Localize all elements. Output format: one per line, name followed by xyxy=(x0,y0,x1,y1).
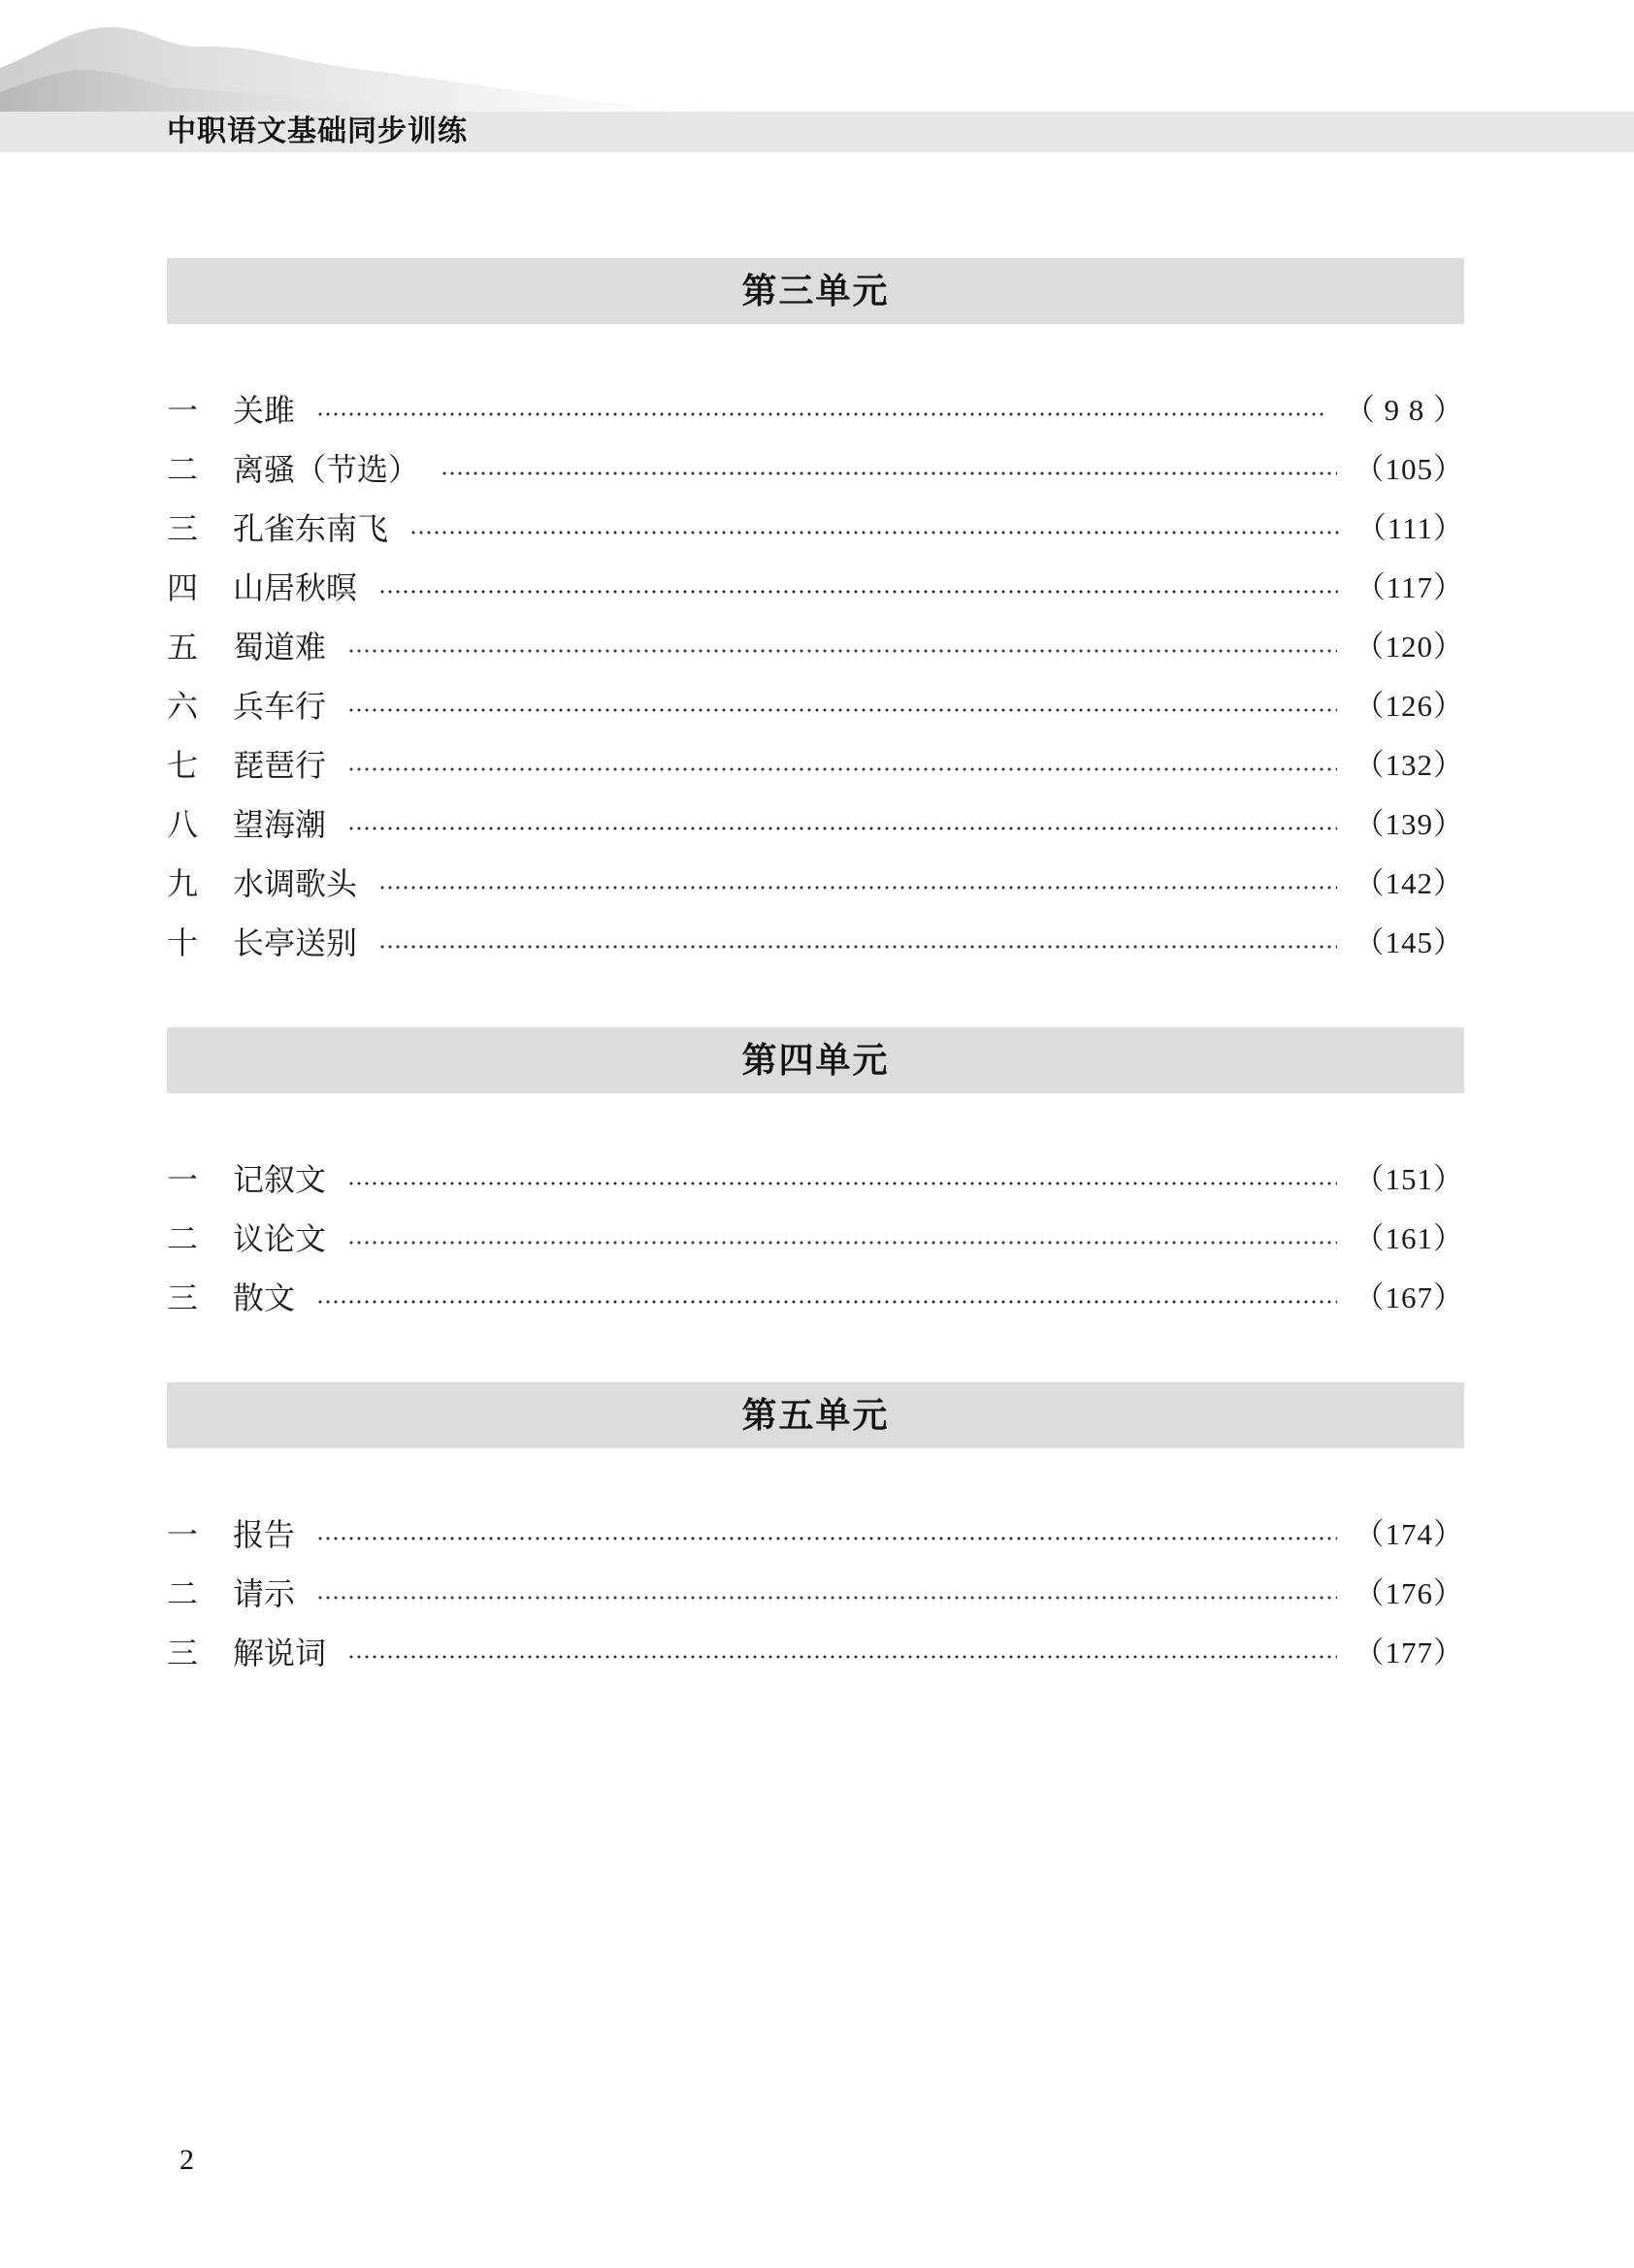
toc-entry-title: 解说词 xyxy=(233,1635,327,1671)
dot-leader xyxy=(347,708,1336,712)
toc-entry[interactable] xyxy=(167,744,1464,787)
toc-entry[interactable] xyxy=(167,507,1464,550)
toc-entry-title: 孔雀东南飞 xyxy=(233,510,389,547)
toc-entry-page: （145） xyxy=(1354,925,1464,959)
dot-leader xyxy=(347,767,1336,771)
dot-leader xyxy=(378,590,1338,594)
toc-entry-title: 山居秋暝 xyxy=(233,569,358,606)
toc-entry-number: 五 xyxy=(167,629,199,665)
toc-entry-page: （117） xyxy=(1355,570,1464,604)
book-title: 中职语文基础同步训练 xyxy=(167,114,468,148)
toc-entry[interactable] xyxy=(167,448,1464,491)
toc-entry-page: （105） xyxy=(1354,452,1464,486)
toc-entry-page: （132） xyxy=(1354,748,1464,782)
toc-entry[interactable] xyxy=(167,626,1464,668)
toc-entry-title: 琵琶行 xyxy=(233,747,327,784)
toc-entry[interactable] xyxy=(167,862,1464,905)
toc-entry-page: （120） xyxy=(1354,630,1464,664)
dot-leader xyxy=(347,1182,1336,1185)
dot-leader xyxy=(316,1300,1336,1304)
toc-entry-number: 二 xyxy=(167,1575,199,1612)
toc-entry-number: 三 xyxy=(167,510,199,547)
toc-entry-page: （111） xyxy=(1356,511,1464,545)
toc-entry-number: 八 xyxy=(167,806,199,843)
toc-entry-title: 请示 xyxy=(233,1575,296,1612)
toc-entry[interactable] xyxy=(167,1632,1464,1674)
unit-header-3: 第三单元 xyxy=(167,258,1464,324)
dot-leader xyxy=(316,1537,1336,1540)
toc-entry-title: 长亭送别 xyxy=(233,924,358,961)
toc-entry-number: 四 xyxy=(167,569,199,606)
toc-entry-page: （161） xyxy=(1354,1221,1464,1255)
toc-entry-page: （142） xyxy=(1354,866,1464,900)
dot-leader xyxy=(441,471,1336,475)
dot-leader xyxy=(378,886,1336,890)
dot-leader xyxy=(347,1241,1336,1245)
toc-entry-page: （167） xyxy=(1354,1280,1464,1314)
toc-entry-title: 散文 xyxy=(233,1280,296,1316)
unit-header-5: 第五单元 xyxy=(167,1382,1464,1448)
toc-entry[interactable] xyxy=(167,1217,1464,1260)
toc-entry-page: （174） xyxy=(1354,1517,1464,1551)
toc-entry-page: （177） xyxy=(1354,1636,1464,1669)
toc-entry-title: 兵车行 xyxy=(233,688,327,725)
dot-leader xyxy=(316,1596,1336,1600)
toc-entry-number: 一 xyxy=(167,1516,199,1553)
toc-entry[interactable] xyxy=(167,1572,1464,1615)
toc-entry[interactable] xyxy=(167,1158,1464,1201)
toc-entry-title: 关雎 xyxy=(233,392,296,429)
toc-entry[interactable] xyxy=(167,389,1464,432)
toc-entry-number: 三 xyxy=(167,1280,199,1316)
page-number: 2 xyxy=(180,2144,194,2176)
dot-leader xyxy=(347,649,1336,653)
toc-entry-page: （176） xyxy=(1354,1576,1464,1610)
toc-entry-title: 记叙文 xyxy=(233,1161,327,1198)
toc-entry[interactable] xyxy=(167,922,1464,964)
toc-entry-title: 水调歌头 xyxy=(233,865,358,902)
dot-leader xyxy=(409,531,1339,535)
toc-entry[interactable] xyxy=(167,567,1464,609)
toc-entry[interactable] xyxy=(167,803,1464,846)
unit-header-4: 第四单元 xyxy=(167,1027,1464,1093)
toc-entry-number: 三 xyxy=(167,1635,199,1671)
toc-entry-title: 蜀道难 xyxy=(233,629,327,665)
toc-entry-number: 六 xyxy=(167,688,199,725)
dot-leader xyxy=(347,1655,1336,1659)
toc-entry-title: 望海潮 xyxy=(233,806,327,843)
toc-entry-title: 报告 xyxy=(233,1516,296,1553)
toc-entry-title: 议论文 xyxy=(233,1220,327,1257)
dot-leader xyxy=(347,826,1336,830)
toc-entry-page: （139） xyxy=(1354,807,1464,841)
toc-entry-page: （151） xyxy=(1354,1162,1464,1196)
toc-entry-number: 二 xyxy=(167,1220,199,1257)
toc-entry-number: 九 xyxy=(167,865,199,902)
toc-entry-title: 离骚（节选） xyxy=(233,451,420,488)
toc-entry-number: 一 xyxy=(167,1161,199,1198)
toc-entry[interactable] xyxy=(167,1277,1464,1319)
toc-entry-page: （ 9 8 ） xyxy=(1344,393,1464,427)
toc-entry[interactable] xyxy=(167,685,1464,728)
toc-entry-number: 二 xyxy=(167,451,199,488)
toc-entry-page: （126） xyxy=(1354,689,1464,723)
toc-entry-number: 十 xyxy=(167,924,199,961)
toc-entry-number: 七 xyxy=(167,747,199,784)
toc-entry-number: 一 xyxy=(167,392,199,429)
toc-entry[interactable] xyxy=(167,1513,1464,1556)
dot-leader xyxy=(378,945,1336,949)
dot-leader xyxy=(316,412,1327,416)
